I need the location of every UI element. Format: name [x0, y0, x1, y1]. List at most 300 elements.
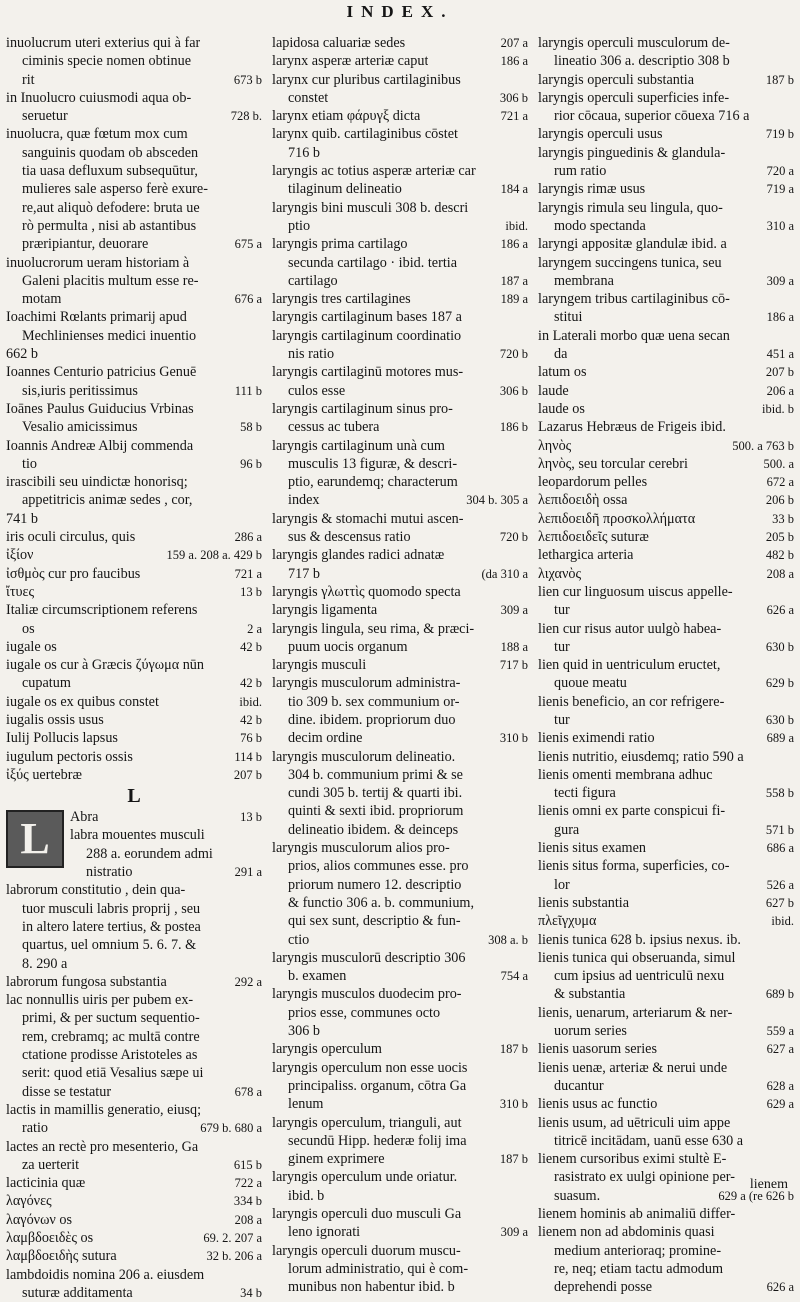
entry-term: lactes an rectè pro mesenterio, Ga: [6, 1138, 199, 1155]
index-entry: [272, 1114, 528, 1132]
entry-page-ref: 187 b: [499, 1152, 528, 1167]
entry-term: cum ipsius ad uentriculū nexu: [554, 968, 725, 985]
entry-term: laryngis operculum non esse uocis: [272, 1059, 468, 1076]
index-entry: [6, 729, 262, 747]
entry-term: serit: quod etiā Vesalius sæpe ui: [22, 1065, 204, 1082]
index-entry: [272, 199, 528, 217]
index-entry: [6, 991, 262, 1009]
entry-term: delineatio ibidem. & deinceps: [288, 821, 459, 838]
page-header: INDEX.: [346, 2, 454, 21]
entry-page-ref: ibid.: [505, 218, 528, 233]
entry-term: Mechlinienses medici inuentio: [22, 327, 197, 344]
index-entry: [6, 272, 262, 290]
entry-term: larynx cur pluribus cartilaginibus: [272, 71, 461, 88]
entry-term: πλεῖγχυμα: [538, 913, 597, 930]
entry-term: lienis tunica 628 b. ipsius nexus. ib.: [538, 931, 741, 948]
entry-term: laryngis cartilaginum bases 187 a: [272, 309, 462, 326]
entry-term: ληνὸς: [538, 437, 572, 454]
index-entry: [538, 455, 794, 473]
entry-term: lienis omenti membrana adhuc: [538, 766, 713, 783]
index-entry: [272, 729, 528, 747]
index-entry: [538, 528, 794, 546]
index-entry: [272, 382, 528, 400]
index-entry: [538, 1132, 794, 1150]
entry-term: ἰξίον: [6, 547, 34, 564]
index-entry: [272, 912, 528, 930]
entry-term: laryngis pinguedinis & glandula-: [538, 144, 726, 161]
index-entry: [272, 437, 528, 455]
entry-term: inuolucrum uteri exterius qui à far: [6, 35, 201, 51]
index-entry: [272, 857, 528, 875]
index-entry: [538, 400, 794, 418]
entry-page-ref: 309 a: [500, 1225, 528, 1240]
entry-term: lienis omni ex parte conspicui fi-: [538, 803, 726, 820]
entry-term: ἰσθμὸς cur pro faucibus: [6, 565, 141, 582]
index-entry: [538, 949, 794, 967]
entry-term: laryngis cartilaginum coordinatio: [272, 327, 462, 344]
entry-term: rasistrato ex uulgi opinione per-: [554, 1169, 735, 1186]
entry-page-ref: 69. 2. 207 a: [203, 1231, 262, 1245]
entry-term: irascibili seu uindictæ honorisq;: [6, 474, 188, 491]
entry-page-ref: 206 a: [766, 383, 794, 398]
entry-term: iugale os ex quibus constet: [6, 693, 159, 710]
entry-page-ref: 719 a: [766, 182, 794, 197]
index-entry: [6, 546, 262, 564]
entry-term: λιχανὸς: [538, 565, 582, 582]
index-entry: [538, 784, 794, 802]
entry-page-ref: 334 b: [233, 1194, 262, 1209]
entry-term: 8. 290 a: [22, 955, 68, 972]
entry-term: lienis situs examen: [538, 840, 646, 857]
index-entry: [272, 1187, 528, 1205]
index-entry: [6, 1009, 262, 1027]
entry-term: tia uasa defluxum subsequūtur,: [22, 163, 198, 180]
index-entry: [272, 1150, 528, 1168]
entry-term: sis,iuris peritissimus: [22, 382, 138, 399]
index-entry: [538, 729, 794, 747]
entry-term: leopardorum pelles: [538, 474, 648, 491]
index-entry: [272, 839, 528, 857]
index-entry: [272, 967, 528, 985]
entry-page-ref: 558 b: [765, 786, 794, 801]
index-entry: [272, 180, 528, 198]
entry-page-ref: 627 b: [765, 895, 794, 910]
entry-term: rior cōcaua, superior cōuexa 716 a: [554, 108, 750, 125]
index-entry: [6, 345, 262, 363]
entry-term: laryngis ac totius asperæ arteriæ car: [272, 163, 476, 180]
index-entry: [272, 217, 528, 235]
entry-term: lorum administratio, qui è com-: [288, 1260, 469, 1277]
entry-page-ref: 721 a: [500, 109, 528, 124]
entry-page-ref: (da 310 a: [481, 566, 528, 581]
index-entry: [6, 363, 262, 381]
entry-page-ref: 42 b: [240, 712, 262, 727]
index-entry: [272, 656, 528, 674]
index-entry: [6, 766, 262, 784]
entry-page-ref: 32 b. 206 a: [206, 1249, 262, 1264]
entry-term: lienis situs forma, superficies, co-: [538, 858, 730, 875]
entry-term: deprehendi posse: [554, 1279, 653, 1296]
entry-page-ref: 306 b: [499, 383, 528, 398]
entry-term: Ioānes Paulus Guiducius Vrbinas: [6, 400, 194, 417]
entry-page-ref: 571 b: [765, 822, 794, 837]
entry-page-ref: 728 b.: [230, 109, 262, 124]
entry-term: ctatione prodisse Aristoteles as: [22, 1047, 198, 1064]
index-entry: [6, 107, 262, 125]
entry-term: ptio: [288, 217, 311, 234]
index-entry: [272, 308, 528, 326]
index-entry: [6, 1211, 262, 1229]
index-columns: [6, 34, 796, 1302]
entry-term: Ioannes Centurio patricius Genuē: [6, 364, 197, 381]
entry-term: lienis tunica qui obseruanda, simul: [538, 949, 736, 966]
entry-term: qui sex sunt, descriptio & fun-: [288, 913, 461, 930]
index-entry: [6, 881, 262, 899]
entry-term: lac nonnullis uiris per pubem ex-: [6, 992, 194, 1009]
entry-page-ref: 310 b: [499, 731, 528, 746]
index-entry: [538, 418, 794, 436]
entry-term: Abra: [70, 809, 99, 826]
entry-term: leno ignorati: [288, 1224, 361, 1241]
index-entry: [6, 1192, 262, 1210]
entry-page-ref: 304 b. 305 a: [466, 493, 528, 508]
entry-term: 304 b. communium primi & se: [288, 766, 463, 783]
entry-term: ptio, earundemq; characterum: [288, 474, 458, 491]
index-entry: [6, 1064, 262, 1082]
entry-page-ref: 500. a: [763, 456, 794, 471]
entry-page-ref: 627 a: [766, 1042, 794, 1057]
entry-page-ref: 676 a: [234, 292, 262, 307]
entry-page-ref: ibid.: [771, 914, 794, 929]
index-entry: [538, 1278, 794, 1296]
entry-page-ref: 187 a: [500, 273, 528, 288]
entry-term: tur: [554, 711, 570, 728]
index-entry: [6, 955, 262, 973]
index-entry: [272, 1205, 528, 1223]
entry-term: rum ratio: [554, 163, 607, 180]
entry-term: tur: [554, 602, 570, 619]
entry-page-ref: 629 a: [766, 1097, 794, 1112]
entry-term: primi, & per suctum sequentio-: [22, 1010, 200, 1027]
index-entry: [538, 985, 794, 1003]
entry-term: musculis 13 figuræ, & descri-: [288, 455, 458, 472]
entry-term: inuolucrorum ueram historiam à: [6, 254, 190, 271]
index-entry: [6, 638, 262, 656]
entry-page-ref: 673 b: [233, 72, 262, 87]
index-entry: [538, 711, 794, 729]
index-entry: [538, 180, 794, 198]
entry-page-ref: 207 b: [233, 767, 262, 782]
entry-term: labrorum constitutio , dein qua-: [6, 882, 186, 899]
index-entry: [272, 327, 528, 345]
entry-page-ref: 114 b: [234, 749, 262, 764]
entry-page-ref: 722 a: [234, 1176, 262, 1191]
entry-term: quartus, uel omnium 5. 6. 7. &: [22, 937, 197, 954]
index-entry: [6, 437, 262, 455]
index-entry: [6, 290, 262, 308]
entry-term: membrana: [554, 272, 614, 289]
entry-term: gura: [554, 821, 580, 838]
entry-term: rò permulta , nisi ab astantibus: [22, 217, 197, 234]
index-entry: [6, 711, 262, 729]
index-entry: [538, 839, 794, 857]
index-entry: [6, 693, 262, 711]
entry-page-ref: 679 b. 680 a: [200, 1121, 262, 1136]
entry-term: b. examen: [288, 968, 347, 985]
index-entry: [272, 235, 528, 253]
entry-term: laryngis musculorum administra-: [272, 675, 461, 692]
entry-term: laude os: [538, 400, 585, 417]
entry-page-ref: 42 b: [240, 639, 262, 654]
entry-page-ref: 205 b: [765, 530, 794, 545]
entry-term: os: [22, 620, 35, 637]
index-entry: [538, 912, 794, 930]
index-entry: [6, 382, 262, 400]
entry-term: nis ratio: [288, 346, 335, 363]
index-entry: [538, 894, 794, 912]
entry-term: quoue meatu: [554, 675, 627, 692]
entry-term: tio: [22, 455, 37, 472]
entry-term: mulieres sale asperso ferè exure-: [22, 181, 208, 198]
entry-page-ref: 628 a: [766, 1078, 794, 1093]
entry-term: lien cur linguosum uiscus appelle-: [538, 583, 733, 600]
entry-page-ref: 34 b: [240, 1285, 262, 1300]
entry-term: larynx etiam φάρυγξ dicta: [272, 108, 421, 125]
entry-page-ref: 629 a (re 626 b: [718, 1188, 794, 1203]
entry-term: munibus non habentur ibid. b: [288, 1279, 455, 1296]
column-2: [272, 34, 528, 1302]
index-entry: [272, 985, 528, 1003]
index-entry: [272, 290, 528, 308]
entry-page-ref: 672 a: [766, 475, 794, 490]
entry-term: quinti & sexti ibid. propriorum: [288, 803, 464, 820]
entry-page-ref: 675 a: [234, 237, 262, 252]
index-entry: [6, 1138, 262, 1156]
entry-page-ref: 717 b: [499, 658, 528, 673]
index-entry: [272, 71, 528, 89]
entry-term: laryngis cartilaginū motores mus-: [272, 364, 464, 381]
entry-term: secunda cartilago · ibid. tertia: [288, 254, 457, 271]
entry-term: 741 b: [6, 510, 38, 527]
entry-page-ref: 720 b: [499, 347, 528, 362]
index-entry: [538, 967, 794, 985]
letter-l-section: [6, 808, 262, 881]
index-entry: [538, 1260, 794, 1278]
entry-page-ref: 208 a: [234, 1212, 262, 1227]
entry-term: laryngis operculum, trianguli, aut: [272, 1114, 462, 1131]
entry-term: lor: [554, 876, 570, 893]
entry-page-ref: ibid. b: [762, 401, 794, 416]
entry-page-ref: 686 a: [766, 841, 794, 856]
index-entry: [538, 857, 794, 875]
index-entry: [272, 620, 528, 638]
entry-term: laryngis operculum: [272, 1041, 382, 1058]
index-entry: [272, 1040, 528, 1058]
entry-term: sanguinis quodam ob absceden: [22, 144, 199, 161]
entry-page-ref: 720 a: [766, 164, 794, 179]
entry-page-ref: 188 a: [500, 639, 528, 654]
index-entry: [538, 107, 794, 125]
index-entry: [538, 693, 794, 711]
entry-term: sus & descensus ratio: [288, 529, 411, 546]
entry-page-ref: 208 a: [766, 566, 794, 581]
entry-term: iugale os cur à Græcis ζύγωμα nūn: [6, 657, 204, 674]
entry-term: lienis, uenarum, arteriarum & ner-: [538, 1004, 733, 1021]
index-entry: [6, 491, 262, 509]
entry-term: lienis uasorum series: [538, 1041, 657, 1058]
index-entry: [538, 308, 794, 326]
index-entry: [6, 125, 262, 143]
entry-page-ref: 2 a: [247, 621, 262, 636]
column-3: [538, 34, 794, 1302]
entry-term: appetitricis animæ sedes , cor,: [22, 492, 193, 509]
index-entry: [272, 455, 528, 473]
entry-page-ref: 13 b: [240, 584, 262, 599]
index-entry: [272, 1168, 528, 1186]
entry-term: laryngis rimula seu lingula, quo-: [538, 199, 723, 216]
entry-term: constet: [288, 89, 329, 106]
index-entry: [538, 71, 794, 89]
entry-term: laryngis γλωττὶς quomodo specta: [272, 583, 461, 600]
index-entry: [6, 1284, 262, 1302]
entry-page-ref: 626 a: [766, 1280, 794, 1295]
index-entry: [538, 217, 794, 235]
entry-term: tilaginum delineatio: [288, 181, 402, 198]
entry-term: prios, alios communes esse. pro: [288, 858, 469, 875]
entry-page-ref: 159 a. 208 a. 429 b: [166, 548, 262, 563]
entry-term: medium anterioraq; promine-: [554, 1242, 722, 1259]
entry-term: re,aut aliquò defodere: bruta ue: [22, 199, 200, 216]
entry-page-ref: 629 b: [765, 676, 794, 691]
index-entry: [272, 1095, 528, 1113]
index-entry: [272, 107, 528, 125]
entry-term: suasum.: [554, 1187, 601, 1204]
entry-term: rem, crebramq; ac multā contre: [22, 1028, 200, 1045]
entry-term: Galeni placitis multum esse re-: [22, 272, 199, 289]
index-entry: [538, 199, 794, 217]
entry-term: tecti figura: [554, 785, 616, 802]
index-entry: [272, 400, 528, 418]
index-entry: [272, 638, 528, 656]
index-entry: [538, 144, 794, 162]
entry-term: prios esse, communes octo: [288, 1004, 441, 1021]
index-entry: [538, 235, 794, 253]
entry-term: laryngis rimæ usus: [538, 181, 646, 198]
entry-term: laryngis musculorū descriptio 306: [272, 949, 466, 966]
index-entry: [538, 565, 794, 583]
entry-term: iugale os: [6, 638, 57, 655]
index-entry: [272, 1223, 528, 1241]
entry-page-ref: 42 b: [240, 676, 262, 691]
index-entry: [538, 1077, 794, 1095]
index-entry: [272, 89, 528, 107]
entry-page-ref: 33 b: [772, 511, 794, 526]
entry-page-ref: 111 b: [234, 383, 262, 398]
entry-term: laryngis operculi substantia: [538, 71, 695, 88]
entry-term: laryngis operculum unde oriatur.: [272, 1169, 458, 1186]
index-entry: [538, 1095, 794, 1113]
index-entry: [6, 473, 262, 491]
entry-term: laryngis operculi duo musculi Ga: [272, 1206, 462, 1222]
entry-page-ref: 309 a: [500, 603, 528, 618]
entry-term: laryngis cartilaginum unà cum: [272, 437, 445, 454]
entry-term: lienis substantia: [538, 894, 630, 911]
index-entry: [6, 199, 262, 217]
index-entry: [538, 821, 794, 839]
index-entry: [6, 455, 262, 473]
index-entry: [272, 674, 528, 692]
entry-term: ducantur: [554, 1077, 604, 1094]
entry-page-ref: 500. a 763 b: [732, 438, 794, 453]
entry-term: seruetur: [22, 108, 68, 125]
entry-term: in altero latere tertius, & postea: [22, 918, 201, 935]
index-entry: [272, 272, 528, 290]
index-entry: [538, 1223, 794, 1241]
index-entry: [6, 418, 262, 436]
index-entry: [272, 254, 528, 272]
entry-term: λεπιδοειδῆ προσκολλήματα: [538, 510, 696, 527]
entry-page-ref: 630 b: [765, 639, 794, 654]
index-entry: [538, 766, 794, 784]
index-entry: [538, 89, 794, 107]
index-entry: [6, 1101, 262, 1119]
index-entry: [6, 180, 262, 198]
index-entry: [272, 894, 528, 912]
index-entry: [6, 528, 262, 546]
entry-term: motam: [22, 291, 62, 308]
index-entry: [6, 1119, 262, 1137]
entry-term: lapidosa caluariæ sedes: [272, 35, 406, 51]
entry-page-ref: 76 b: [240, 731, 262, 746]
entry-term: tuor musculi labris proprij , seu: [22, 900, 201, 917]
entry-term: labrorum fungosa substantia: [6, 973, 167, 990]
entry-term: 288 a. eorundem admi: [86, 845, 213, 862]
entry-page-ref: ibid.: [239, 694, 262, 709]
entry-term: lethargica arteria: [538, 547, 634, 564]
index-entry: [6, 748, 262, 766]
entry-term: lacticinia quæ: [6, 1175, 86, 1192]
entry-page-ref: 308 a. b: [488, 932, 528, 947]
index-entry: [272, 1059, 528, 1077]
index-entry: [6, 217, 262, 235]
index-entry: [538, 656, 794, 674]
index-entry: [538, 601, 794, 619]
entry-term: præripiantur, deuorare: [22, 236, 149, 253]
entry-term: lenum: [288, 1096, 324, 1113]
entry-page-ref: 721 a: [234, 566, 262, 581]
index-entry: [538, 674, 794, 692]
entry-page-ref: 689 b: [765, 987, 794, 1002]
entry-term: λεπιδοειδὴ ossa: [538, 492, 628, 509]
entry-term: disse se testatur: [22, 1083, 112, 1100]
entry-term: Vesalio amicissimus: [22, 419, 138, 436]
index-entry: [272, 711, 528, 729]
entry-term: lineatio 306 a. descriptio 308 b: [554, 53, 730, 70]
entry-page-ref: 207 a: [500, 36, 528, 50]
entry-term: lienis usus ac functio: [538, 1096, 658, 1113]
entry-term: laryngis prima cartilago: [272, 236, 408, 253]
entry-term: iugalis ossis usus: [6, 711, 104, 728]
entry-page-ref: 186 b: [499, 420, 528, 435]
catchword: lienem: [749, 1177, 788, 1192]
entry-term: priorum numero 12. descriptio: [288, 876, 462, 893]
index-entry: [538, 162, 794, 180]
entry-term: 662 b: [6, 346, 38, 363]
index-entry: [272, 583, 528, 601]
index-entry: [538, 620, 794, 638]
entry-term: laryngis musculorum alios pro-: [272, 840, 450, 857]
index-entry: [6, 900, 262, 918]
